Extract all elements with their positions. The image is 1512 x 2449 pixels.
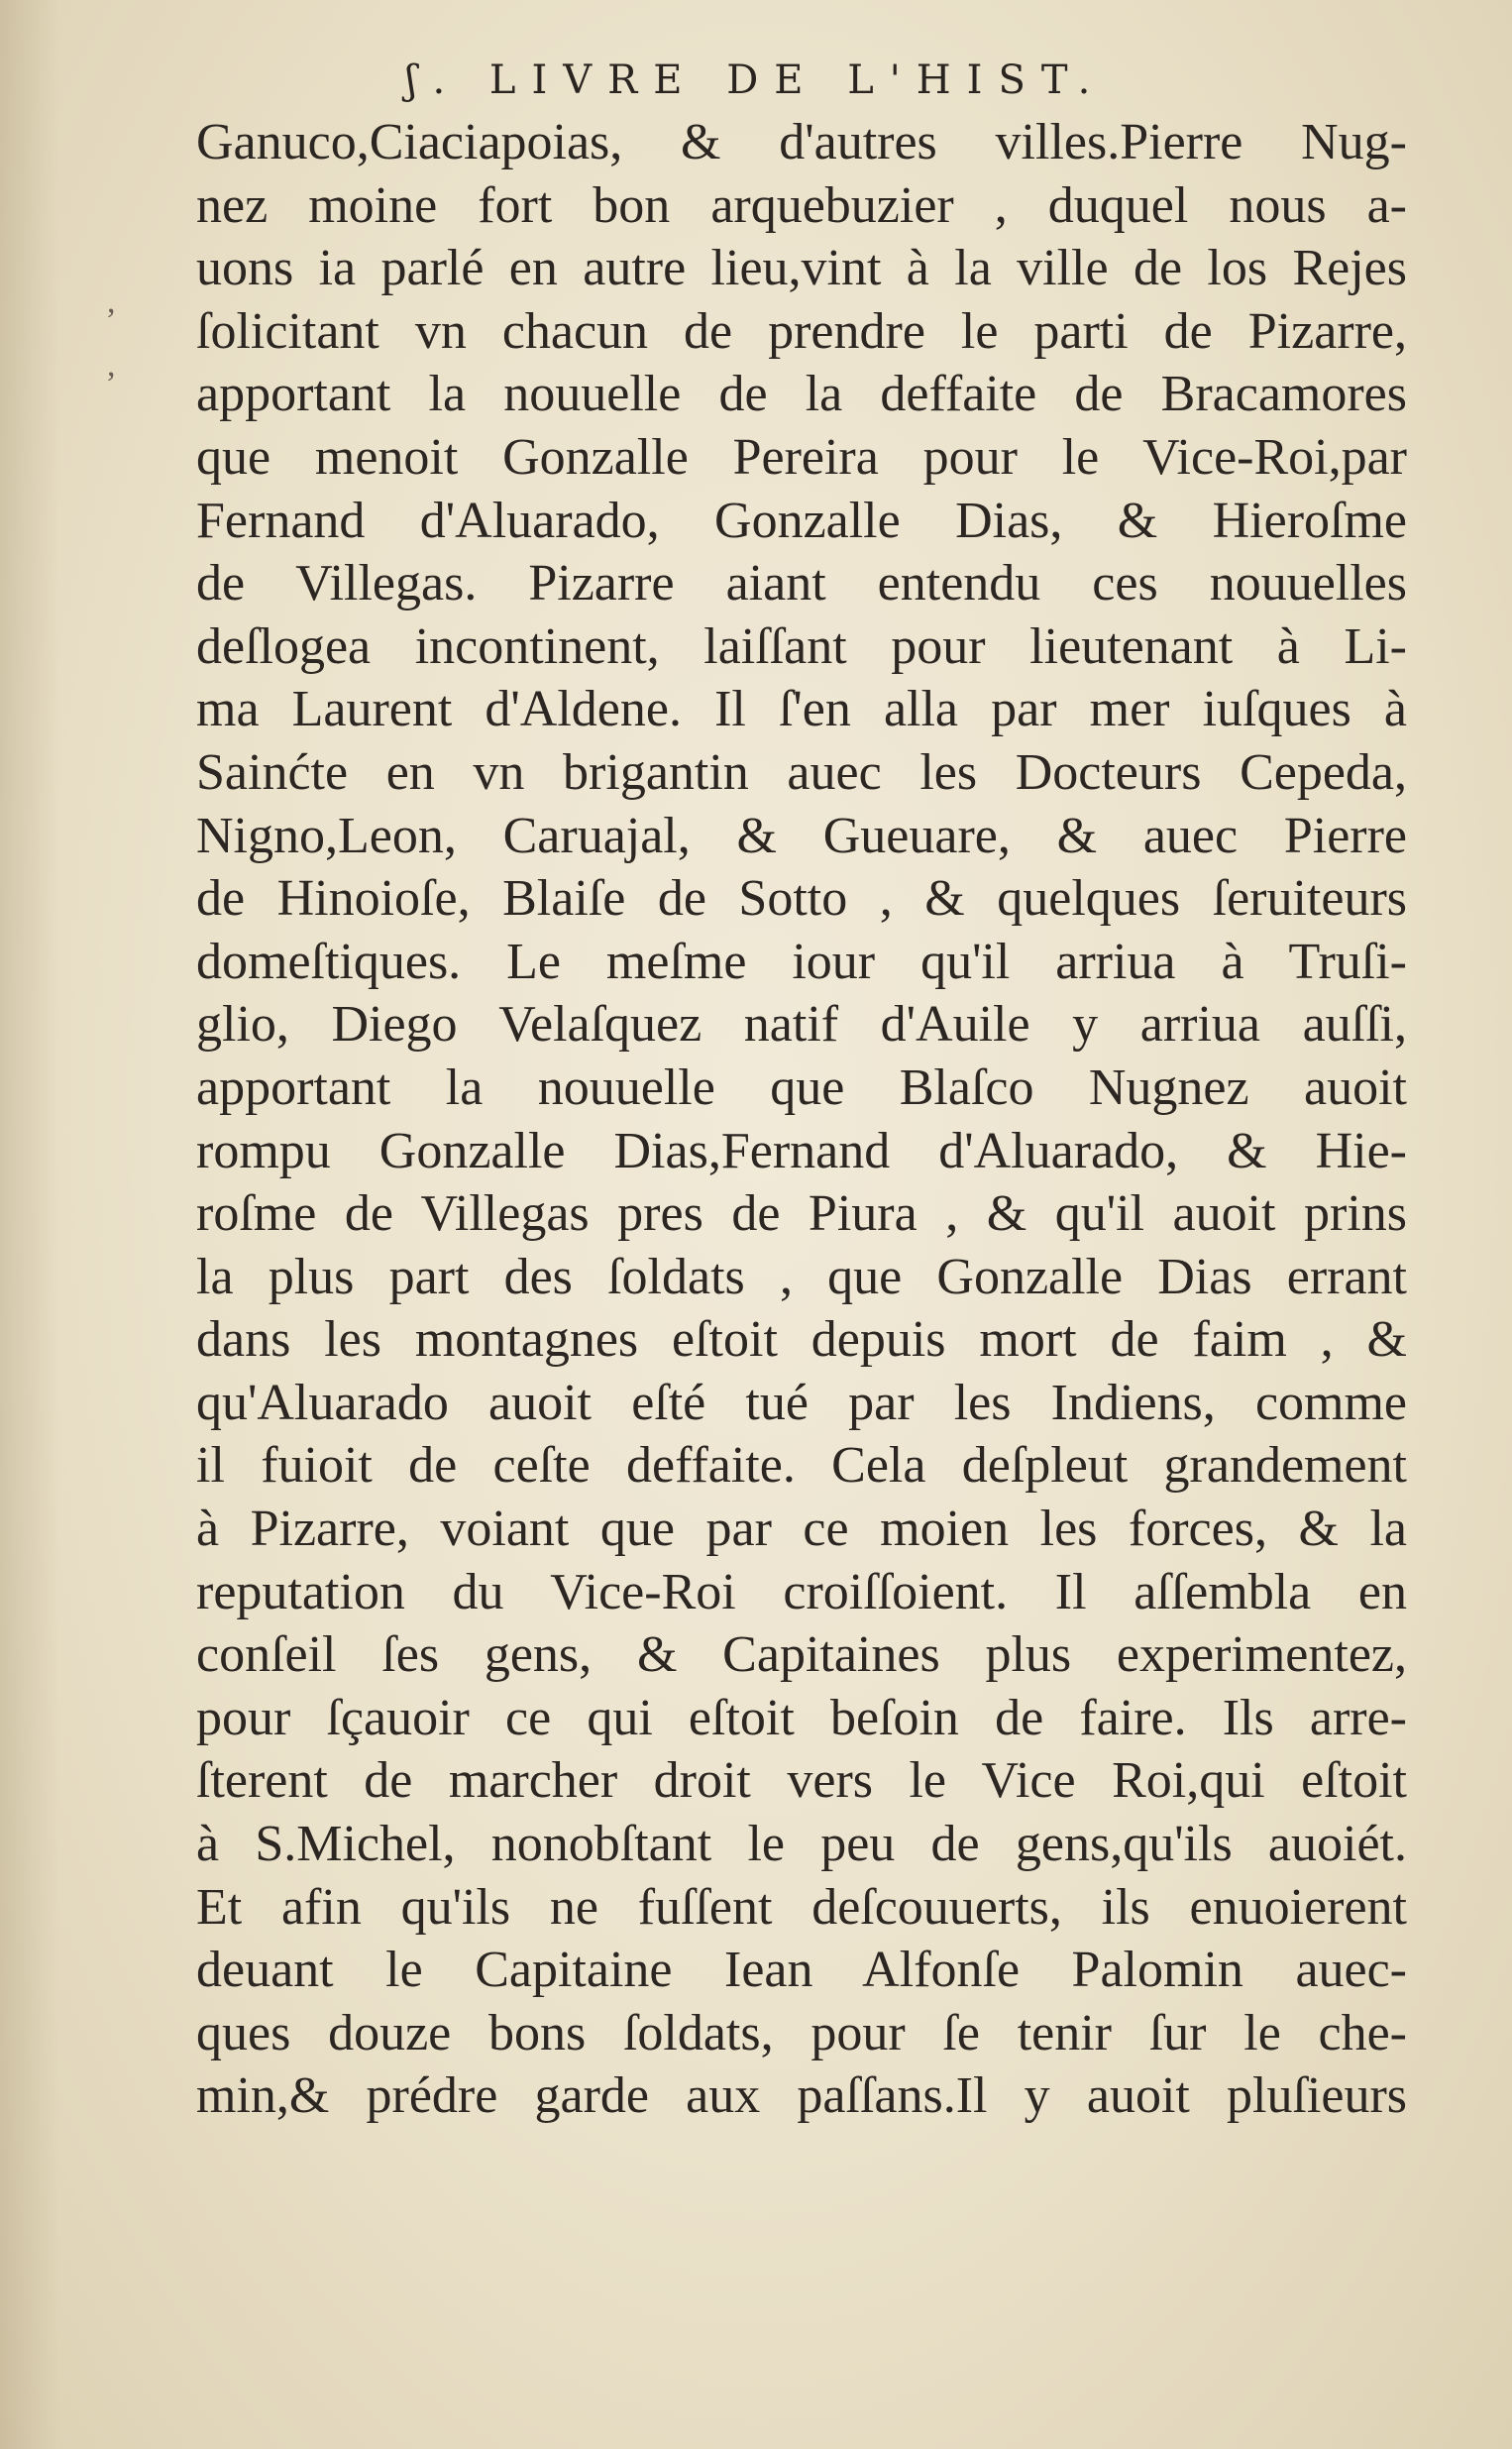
text-line: Sainćte en vn brigantin auec les Docteurs Cepeda, <box>196 743 1407 801</box>
text-line: de Hinoioſe, Blaiſe de Sotto , & quelques ſeruiteurs <box>196 870 1407 928</box>
text-line: min,& prédre garde aux paſſans.Il y auoit pluſieurs <box>196 2067 1407 2125</box>
text-line: Et afin qu'ils ne fuſſent deſcouuerts, ils enuoierent <box>196 1878 1407 1936</box>
text-line: dans les montagnes eſtoit depuis mort de faim , & <box>196 1311 1407 1369</box>
text-line: Nigno,Leon, Caruajal, & Gueuare, & auec Pierre <box>196 807 1407 864</box>
text-line: ques douze bons ſoldats, pour ſe tenir ſur le che- <box>196 2004 1407 2061</box>
text-line: Fernand d'Aluarado, Gonzalle Dias, & Hieroſme <box>196 492 1407 549</box>
text-line: à S.Michel, nonobſtant le peu de gens,qu'ils auoiét. <box>196 1816 1407 1873</box>
text-line: rompu Gonzalle Dias,Fernand d'Aluarado, & Hie- <box>196 1122 1407 1179</box>
margin-mark: , <box>107 283 116 320</box>
text-line: reputation du Vice-Roi croiſſoient. Il aſſembla en <box>196 1563 1407 1620</box>
text-line: conſeil ſes gens, & Capitaines plus experimentez, <box>196 1626 1407 1684</box>
text-line: à Pizarre, voiant que par ce moien les forces, & la <box>196 1501 1407 1558</box>
text-line: ſterent de marcher droit vers le Vice Roi,qui eſtoit <box>196 1752 1407 1810</box>
text-line: uons ia parlé en autre lieu,vint à la ville de los Rejes <box>196 240 1407 297</box>
text-line: ſolicitant vn chacun de prendre le parti de Pizarre, <box>196 302 1407 360</box>
text-line: la plus part des ſoldats , que Gonzalle Dias errant <box>196 1248 1407 1305</box>
text-line: apportant la nouuelle de la deffaite de Bracamores <box>196 366 1407 423</box>
text-line: nez moine fort bon arquebuzier , duquel nous a- <box>196 176 1407 234</box>
body-text <box>196 111 1407 2128</box>
page-edge-shadow <box>0 0 59 2449</box>
text-line: il fuioit de ceſte deffaite. Cela deſpleut grandement <box>196 1437 1407 1495</box>
text-line: que menoit Gonzalle Pereira pour le Vice-Roi,par <box>196 428 1407 486</box>
text-line: deſlogea incontinent, laiſſant pour lieutenant à Li- <box>196 617 1407 675</box>
running-header: ʃ. LIVRE DE L'HIST. <box>405 57 1107 103</box>
margin-mark: , <box>107 347 116 384</box>
text-line: apportant la nouuelle que Blaſco Nugnez auoit <box>196 1058 1407 1116</box>
text-line: roſme de Villegas pres de Piura , & qu'il auoit prins <box>196 1185 1407 1243</box>
text-line: qu'Aluarado auoit eſté tué par les Indiens, comme <box>196 1374 1407 1431</box>
text-line: pour ſçauoir ce qui eſtoit beſoin de faire. Ils arre- <box>196 1689 1407 1746</box>
text-line: domeſtiques. Le meſme iour qu'il arriua à Truſi- <box>196 933 1407 990</box>
text-line: de Villegas. Pizarre aiant entendu ces nouuelles <box>196 555 1407 612</box>
text-line: ma Laurent d'Aldene. Il ſ'en alla par mer iuſques à <box>196 681 1407 738</box>
text-line: glio, Diego Velaſquez natif d'Auile y arriua auſſi, <box>196 996 1407 1054</box>
text-line: Ganuco,Ciaciapoias, & d'autres villes.Pierre Nug- <box>196 114 1407 170</box>
text-line: deuant le Capitaine Iean Alfonſe Palomin auec- <box>196 1942 1407 1999</box>
